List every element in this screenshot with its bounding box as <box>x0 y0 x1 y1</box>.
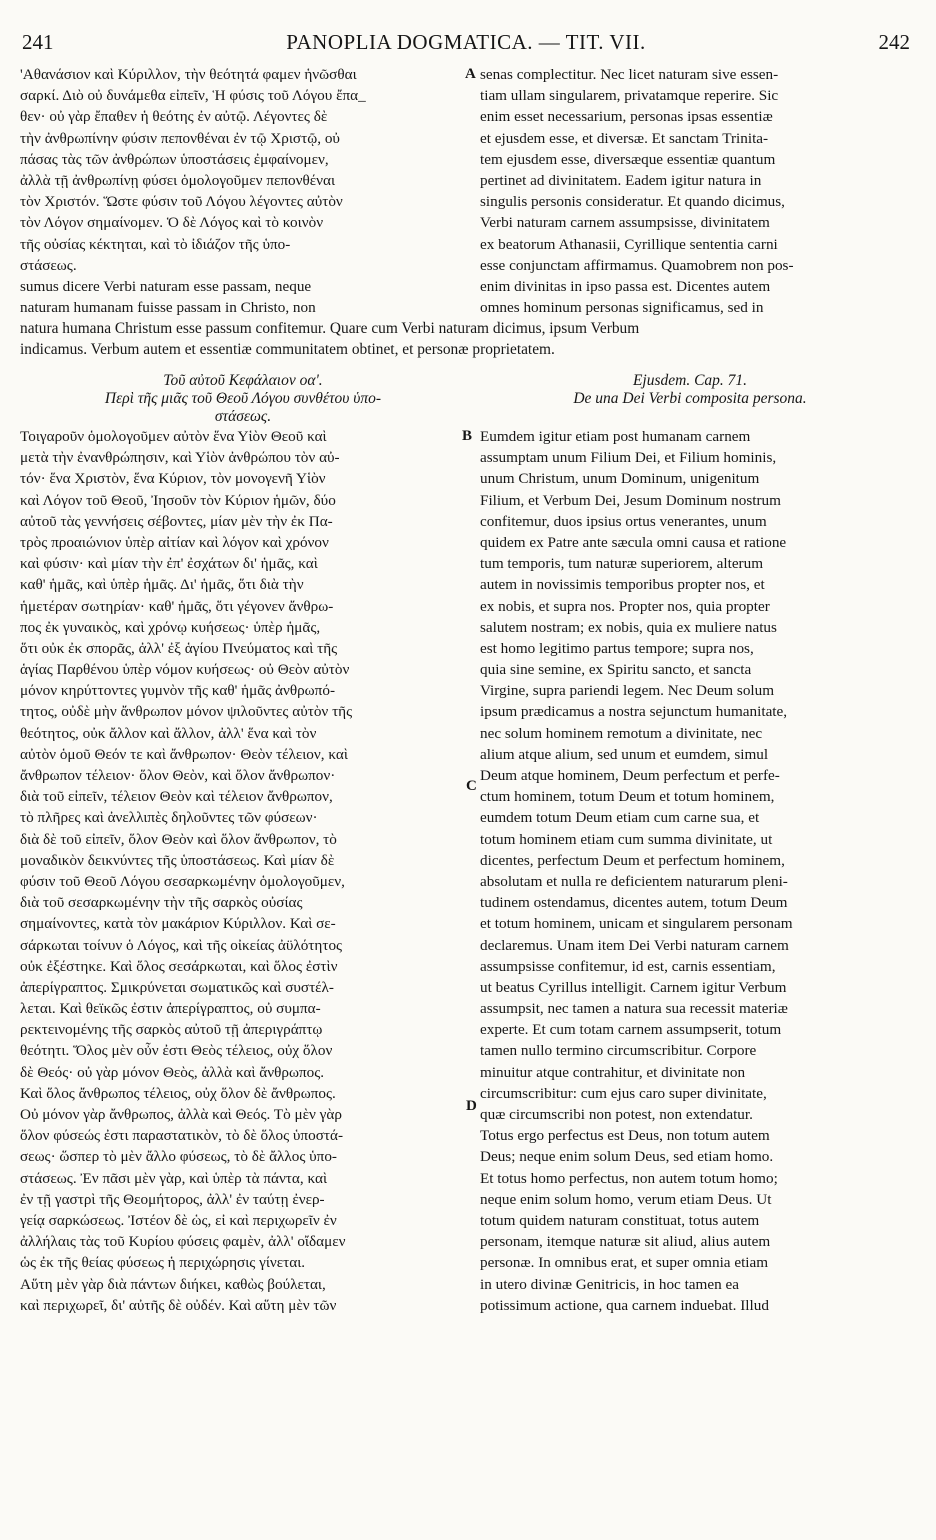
greek-text-line: ἀπερίγραπτος. Σμικρύνεται σωματικῶς καὶ συστέλ- <box>20 978 334 996</box>
greek-text-line: μόνον κηρύττοντες γυμνὸν τῆς καθ' ἡμᾶς ἀνθρωπό- <box>20 682 335 700</box>
greek-text-line: ὅλον φύσεώς ἐστι παραστατικὸν, τὸ δὲ ὅλος ὑποστά- <box>20 1127 344 1145</box>
latin-text-line: naturam humanam fuisse passam in Christo, non <box>20 299 316 317</box>
greek-text-line: Αὕτη μὲν γὰρ διὰ πάντων διήκει, καθὼς βούλεται, <box>20 1275 326 1293</box>
latin-text-line: experte. Et cum totam carnem assumpserit, totum <box>480 1021 782 1039</box>
latin-text-line: tamen nullo termino circumscribitur. Corpore <box>480 1042 757 1060</box>
latin-text-line: senas complectitur. Nec licet naturam sive essen- <box>480 66 779 83</box>
latin-text-line: quidem ex Patre ante sæcula omni causa et ratione <box>480 533 787 551</box>
latin-text-line: Deus; neque enim solum Deus, sed etiam homo. <box>480 1148 774 1166</box>
latin-text-line: dicentes, perfectum Deum et perfectum hominem, <box>480 851 785 869</box>
latin-text-line: Virgine, supra pariendi legem. Nec Deum solum <box>480 682 775 700</box>
latin-left-continuation <box>20 276 466 318</box>
latin-text-line: circumscribitur: cum ejus caro super divinitate, <box>480 1084 767 1102</box>
latin-text-line: natura humana Christum esse passum confitemur. Quare cum Verbi naturam dicimus, ipsum Verbum <box>20 320 640 337</box>
chapter-heading-line: Τοῦ αὐτοῦ Κεφάλαιον οα'. <box>163 372 323 389</box>
greek-text-line: γείᾳ σαρκώσεως. Ἰστέον δὲ ὡς, εἰ καὶ περιχωρεῖν ἐν <box>20 1211 337 1229</box>
greek-text-line: σεως· ὥσπερ τὸ μὲν ἄλλο φύσεως, τὸ δὲ ἄλλος ὑπο- <box>20 1148 337 1166</box>
latin-column-chapter <box>480 426 900 1316</box>
latin-text-line: et ejusdem esse, et diversæ. Et sanctam Trinita- <box>480 129 769 147</box>
margin-marker-c: C <box>466 778 477 794</box>
latin-text-line: ex beatorum Athanasii, Cyrillique sententia carni <box>480 235 778 253</box>
latin-text-line: tum temporis, tum naturæ superiorem, alterum <box>480 555 764 573</box>
greek-text-line: καὶ περιχωρεῖ, δι' αὐτῆς δὲ οὐδέν. Καὶ αὕτη μὲν τῶν <box>20 1296 337 1314</box>
greek-text-line: πάσας τὰς τῶν ἀνθρώπων ὑποστάσεις ἐμφαίνομεν, <box>20 150 329 168</box>
latin-text-line: sumus dicere Verbi naturam esse passam, neque <box>20 278 312 295</box>
greek-text-line: ρεκτεινομένης τῆς σαρκὸς αὐτοῦ τῇ ἀπεριγράπτῳ <box>20 1021 323 1039</box>
latin-text-line: tiam ullam singularem, privatamque reperire. Sic <box>480 87 779 105</box>
margin-marker-d: D <box>466 1098 477 1114</box>
latin-text-line: Eumdem igitur etiam post humanam carnem <box>480 428 751 445</box>
latin-text-line: est homo legitimo partus tempore; supra nos, <box>480 639 754 657</box>
latin-text-line: autem in novissimis temporibus propter nos, et <box>480 576 765 594</box>
greek-text-line: στάσεως. Ἐν πᾶσι μὲν γὰρ, καὶ ὑπὲρ τὰ πάντα, καὶ <box>20 1169 328 1187</box>
latin-text-line: assumpsisse confitemur, id est, carnis essentiam, <box>480 957 776 975</box>
latin-text-line: ut beatus Cyrillus intelligit. Carnem igitur Verbum <box>480 978 787 996</box>
latin-column-top <box>480 64 900 318</box>
greek-text-line: καὶ Λόγον τοῦ Θεοῦ, Ἰησοῦν τὸν Κύριον ἡμῶν, δύο <box>20 491 336 509</box>
greek-text-line: πος ἐκ γυναικὸς, καὶ χρόνῳ κυήσεως· ὑπὲρ ἡμᾶς, <box>20 618 321 636</box>
latin-text-line: declaremus. Unam item Dei Verbi naturam carnem <box>480 936 789 954</box>
latin-text-line: personæ. In omnibus erat, et super omnia etiam <box>480 1254 769 1272</box>
latin-text-line: assumpsit, nec tamen a natura sua recessit materiæ <box>480 1000 788 1018</box>
latin-text-line: et totum hominem, unicam et singularem personam <box>480 915 793 933</box>
greek-chapter-heading <box>20 372 466 426</box>
greek-text-line: διὰ τοῦ εἰπεῖν, τέλειον Θεὸν καὶ τέλειον ἄνθρωπον, <box>20 788 333 806</box>
page-number-left: 241 <box>22 30 54 54</box>
latin-text-line: totum hominem etiam cum summa divinitate, ut <box>480 830 773 848</box>
greek-text-line: οὐκ ἐξέστηκε. Καὶ ὅλος σεσάρκωται, καὶ ὅλος ἐστὶν <box>20 957 338 975</box>
chapter-heading-line: στάσεως. <box>214 408 272 425</box>
greek-text-line: αὐτοῦ τὰς γεννήσεις σέβοντες, μίαν μὲν τὴν ἐκ Πα- <box>20 512 333 530</box>
full-width-paragraph <box>20 318 900 360</box>
running-title: PANOPLIA DOGMATICA. — TIT. VII. <box>286 30 646 54</box>
greek-text-line: τὸν Λόγον σημαίνομεν. Ὁ δὲ Λόγος καὶ τὸ κοινὸν <box>20 214 324 232</box>
greek-text-line: τόν· ἕνα Χριστὸν, ἕνα Κύριον, τὸν μονογενῆ Υἱὸν <box>20 470 326 488</box>
latin-text-line: indicamus. Verbum autem et essentiæ communitatem obtinet, et personæ proprietatem. <box>20 341 555 359</box>
latin-text-line: absolutam et nulla re deficientem naturarum pleni- <box>480 872 788 890</box>
latin-text-line: in utero divinæ Genitricis, in hoc tamen ea <box>480 1275 739 1293</box>
greek-text-line: τητος, οὐδὲ μὴν ἄνθρωπον μόνον ψιλοῦντες αὐτὸν τῆς <box>20 703 353 721</box>
latin-text-line: Deum atque hominem, Deum perfectum et perfe- <box>480 767 780 784</box>
greek-text-line: θεότητι. Ὅλος μὲν οὖν ἐστι Θεὸς τέλειος, οὐχ ὅλον <box>20 1042 333 1060</box>
greek-text-line: λεται. Καὶ θεϊκῶς ἐστιν ἀπερίγραπτος, οὐ συμπα- <box>20 1000 321 1018</box>
chapter-heading-line: Περὶ τῆς μιᾶς τοῦ Θεοῦ Λόγου συνθέτου ὑπο- <box>104 390 382 407</box>
greek-text-line: καὶ φύσιν· καὶ μίαν τὴν ἐπ' ἐσχάτων δι' ἡμᾶς, καὶ <box>20 555 318 573</box>
latin-text-line: potissimum actione, qua carnem induebat. Illud <box>480 1296 769 1314</box>
greek-text-line: ὅτι οὐκ ἐκ σπορᾶς, ἀλλ' ἐξ ἁγίου Πνεύματος καὶ τῆς <box>20 639 338 657</box>
greek-text-line: καθ' ἡμᾶς, καὶ ὑπὲρ ἡμᾶς. Δι' ἡμᾶς, ὅτι διὰ τὴν <box>20 576 304 594</box>
latin-text-line: Filium, et Verbum Dei, Jesum Dominum nostrum <box>480 491 781 509</box>
latin-text-line: omnes hominum personas significamus, sed in <box>480 299 764 317</box>
greek-text-line: ὡς ἐκ τῆς θείας φύσεως ἡ περιχώρησις γίνεται. <box>20 1254 306 1272</box>
latin-text-line: eumdem totum Deum etiam cum carne sua, et <box>480 809 760 827</box>
greek-text-line: σημαίνοντες, κατὰ τὸν μακάριον Κύριλλον. Καὶ σε- <box>20 915 336 933</box>
latin-text-line: nec solum hominem remotum a divinitate, nec <box>480 724 763 742</box>
greek-text-line: σάρκωται τοίνυν ὁ Λόγος, καὶ τῆς οἰκείας ἀϋλότητος <box>20 936 343 954</box>
chapter-heading-line: Ejusdem. Cap. 71. <box>632 372 748 389</box>
greek-text-line: τρὸς προαιώνιον ὑπὲρ αἰτίαν καὶ λόγον καὶ χρόνον <box>20 533 329 551</box>
greek-text-line: θεότητος, οὐκ ἄλλον καὶ ἄλλον, ἀλλ' ἕνα καὶ τὸν <box>20 724 317 742</box>
latin-text-line: assumptam unum Filium Dei, et Filium hominis, <box>480 449 777 467</box>
latin-text-line: tudinem ostendamus, dicentes autem, totum Deum <box>480 894 788 912</box>
greek-text-line: ἐν τῇ γαστρὶ τῆς Θεομήτορος, ἀλλ' ἐν ταύτῃ ἐνερ- <box>20 1190 325 1208</box>
latin-text-line: ipsum prædicamus a nostra sejunctum humanitate, <box>480 703 788 721</box>
latin-text-line: Et totus homo perfectus, non autem totum homo; <box>480 1169 778 1187</box>
latin-text-line: ctum hominem, totum Deum et totum hominem, <box>480 788 775 806</box>
greek-text-line: τῆς οὐσίας κέκτηται, καὶ τὸ ἰδιάζον τῆς ὑπο- <box>20 235 291 253</box>
latin-text-line: Verbi naturam carnem assumpsisse, divinitatem <box>480 214 770 232</box>
latin-text-line: salutem nostram; ex nobis, quia ex muliere natus <box>480 618 777 636</box>
latin-text-line: minuitur atque contrahitur, et divinitate non <box>480 1063 746 1081</box>
greek-text-line: δὲ Θεός· οὐ γὰρ μόνον Θεὸς, ἀλλὰ καὶ ἄνθρωπος. <box>20 1063 325 1081</box>
latin-text-line: enim divinitas in ipso passa est. Dicentes autem <box>480 277 771 295</box>
greek-text-line: στάσεως. <box>20 256 77 274</box>
greek-text-line: μοναδικὸν δεικνύντες τῆς ὑποστάσεως. Καὶ μίαν δὲ <box>20 851 335 869</box>
greek-text-line: 'Αθανάσιον καὶ Κύριλλον, τὴν θεότητά φαμεν ἡνῶσθαι <box>20 66 357 83</box>
latin-text-line: unum Christum, unum Dominum, unigenitum <box>480 470 760 488</box>
latin-text-line: Totus ergo perfectus est Deus, non totum autem <box>480 1127 770 1145</box>
greek-text-line: τὴν ἀνθρωπίνην φύσιν πεπονθέναι ἐν τῷ Χριστῷ, οὐ <box>20 129 340 147</box>
latin-text-line: confitemur, duos ipsius ortus venerantes, unum <box>480 512 767 530</box>
chapter-heading-line: De una Dei Verbi composita persona. <box>573 390 807 407</box>
page-number-right: 242 <box>878 30 910 54</box>
greek-text-line: αὐτὸν ὁμοῦ Θεόν τε καὶ ἄνθρωπον· Θεὸν τέλειον, καὶ <box>20 745 348 763</box>
greek-text-line: ἁγίας Παρθένου ὑπὲρ νόμον κυήσεως· οὐ Θεὸν αὐτὸν <box>20 661 350 679</box>
latin-text-line: quæ circumscribi non potest, non extendatur. <box>480 1106 753 1123</box>
greek-text-line: τὸν Χριστόν. Ὥστε φύσιν τοῦ Λόγου λέγοντες αὐτὸν <box>20 193 343 211</box>
latin-text-line: pertinet ad divinitatem. Eadem igitur natura in <box>480 171 762 189</box>
greek-text-line: διὰ τοῦ σεσαρκωμένην τὴν τῆς σαρκὸς οὐσίας <box>20 894 303 912</box>
greek-text-line: διὰ δὲ τοῦ εἰπεῖν, ὅλον Θεὸν καὶ ὅλον ἄνθρωπον, τὸ <box>20 830 337 848</box>
margin-marker-a: A <box>465 66 476 82</box>
greek-text-line: ἡμετέραν σωτηρίαν· καθ' ἡμᾶς, ὅτι γέγονεν ἄνθρω- <box>20 597 334 615</box>
greek-text-line: ἄνθρωπον τέλειον· ὅλον Θεὸν, καὶ ὅλον ἄνθρωπον· <box>20 767 336 784</box>
latin-text-line: ex nobis, et supra nos. Propter nos, quia propter <box>480 597 770 615</box>
latin-text-line: tem ejusdem esse, diversæque essentiæ quantum <box>480 150 776 168</box>
greek-text-line: Καὶ ὅλος ἄνθρωπος τέλειος, οὐχ ὅλον δὲ ἄνθρωπος. <box>20 1084 336 1102</box>
running-header <box>22 30 910 60</box>
greek-column-top <box>20 64 466 276</box>
greek-column-chapter <box>20 426 466 1316</box>
greek-text-line: τὸ πλῆρες καὶ ἀνελλιπὲς δηλοῦντες τῶν φύσεων· <box>20 809 318 827</box>
latin-text-line: alium atque alium, sed unum et eumdem, simul <box>480 745 769 763</box>
greek-text-line: φύσιν τοῦ Θεοῦ Λόγου σεσαρκωμένην ὁμολογοῦμεν, <box>20 872 345 890</box>
margin-marker-b: B <box>462 428 473 444</box>
greek-text-line: μετὰ τὴν ἐνανθρώπησιν, καὶ Υἱὸν ἀνθρώπου τὸν αὐ- <box>20 449 340 467</box>
greek-text-line: Οὐ μόνον γὰρ ἄνθρωπος, ἀλλὰ καὶ Θεός. Τὸ μὲν γὰρ <box>20 1106 342 1123</box>
latin-text-line: singulis personis consideratur. Et quando dicimus, <box>480 193 785 211</box>
greek-text-line: ἀλλήλαις τὰς τοῦ Κυρίου φύσεις φαμὲν, ἀλλ' οἴδαμεν <box>20 1233 346 1251</box>
greek-text-line: σαρκί. Διὸ οὐ δυνάμεθα εἰπεῖν, Ἡ φύσις τοῦ Λόγου ἔπα_ <box>20 87 366 105</box>
latin-text-line: esse conjunctam affirmamus. Quamobrem non pos- <box>480 256 794 274</box>
greek-text-line: θεν· οὐ γὰρ ἔπαθεν ἡ θεότης ἐν αὐτῷ. Λέγοντες δὲ <box>20 108 328 126</box>
latin-text-line: enim esset necessarium, personas ipsas essentiæ <box>480 108 773 126</box>
latin-text-line: totum quidem naturam constituat, totus autem <box>480 1211 760 1229</box>
greek-text-line: ἀλλὰ τῇ ἀνθρωπίνῃ φύσει ὁμολογοῦμεν πεπονθέναι <box>20 171 336 189</box>
latin-text-line: quia sine semine, ex Spiritu sancto, et sancta <box>480 661 752 679</box>
latin-text-line: personam, itemque naturæ sit aliud, alius autem <box>480 1233 771 1251</box>
latin-text-line: neque enim solum homo, verum etiam Deus. Ut <box>480 1190 772 1208</box>
greek-text-line: Τοιγαροῦν ὁμολογοῦμεν αὐτὸν ἕνα Υἱὸν Θεοῦ καὶ <box>20 428 327 445</box>
latin-chapter-heading <box>480 372 900 408</box>
